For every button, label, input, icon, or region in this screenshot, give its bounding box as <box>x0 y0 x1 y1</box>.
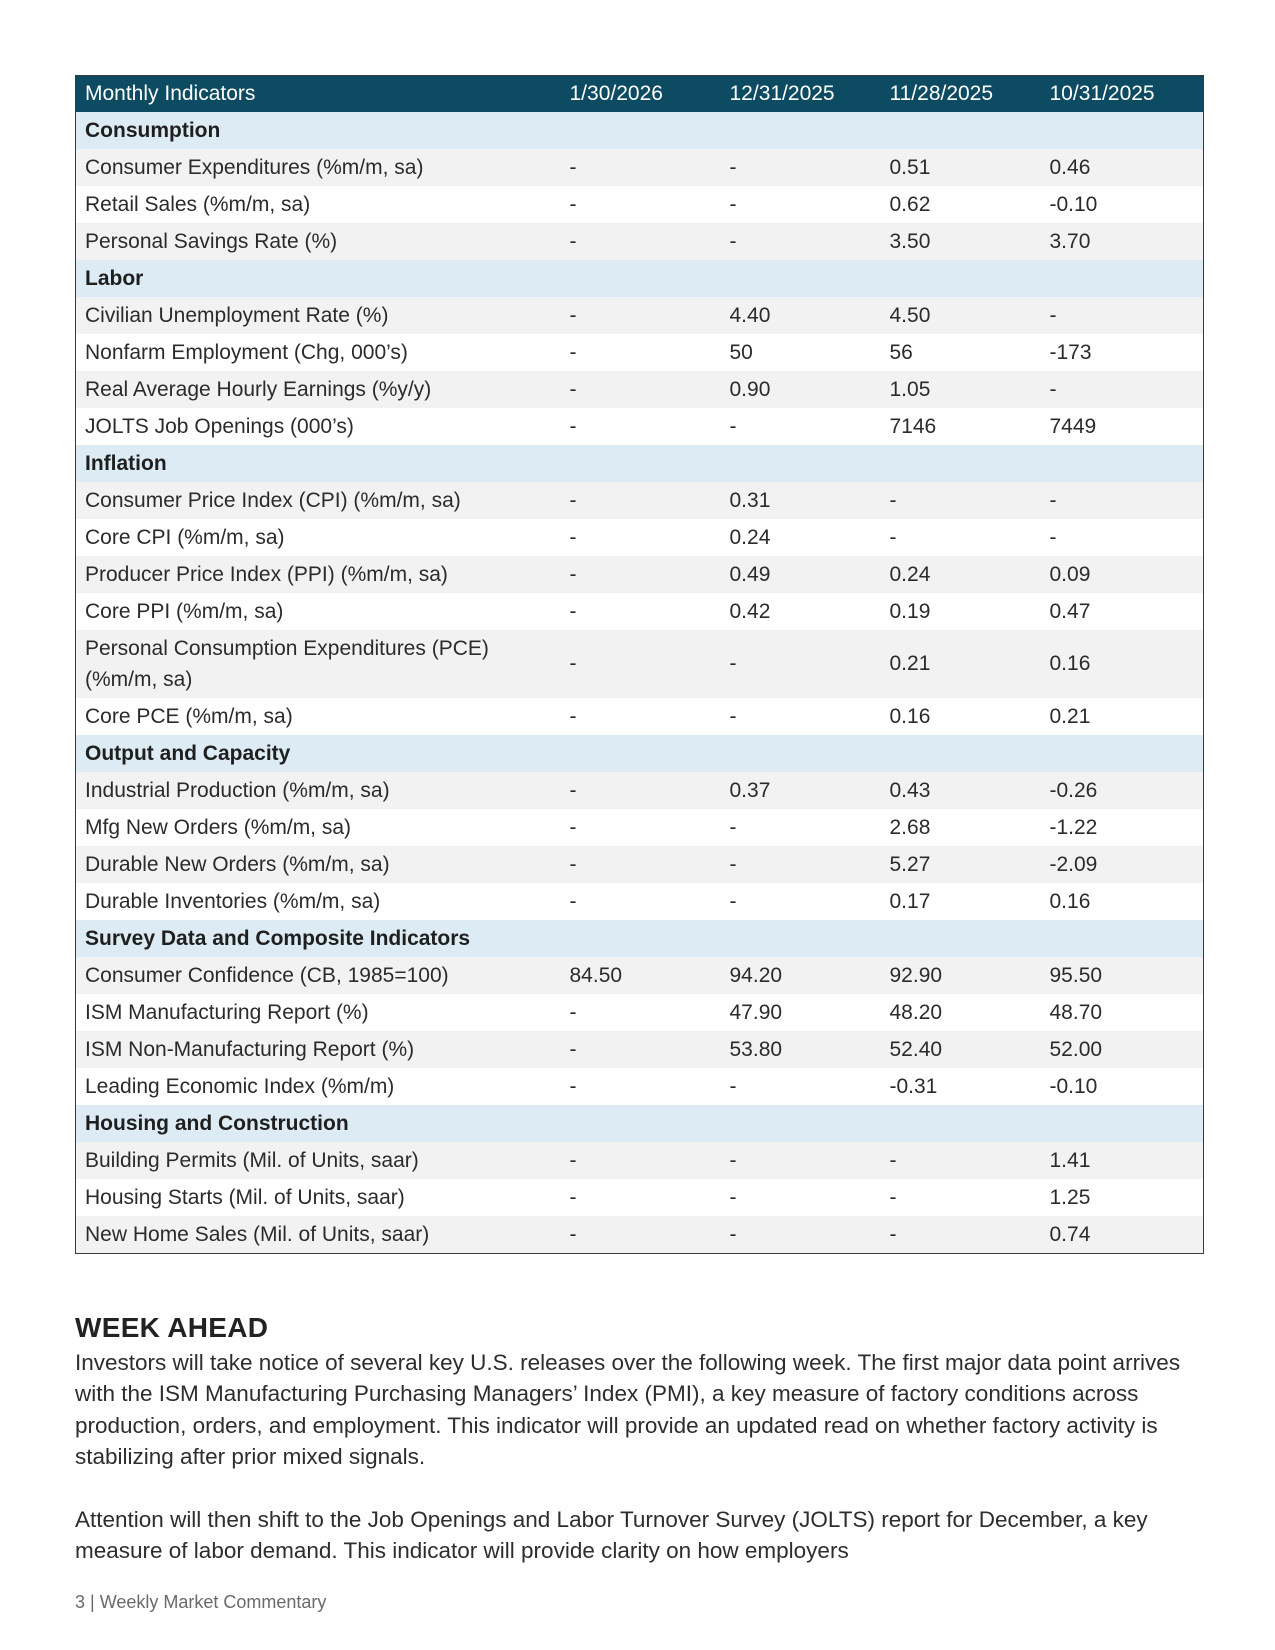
indicator-value: - <box>881 1179 1041 1216</box>
table-row <box>76 297 1204 334</box>
indicator-value: 0.16 <box>881 698 1041 735</box>
section-title: Output and Capacity <box>76 735 1204 772</box>
indicator-value: 0.37 <box>721 772 881 809</box>
indicator-value: - <box>881 482 1041 519</box>
indicator-value: 0.24 <box>721 519 881 556</box>
indicator-value: - <box>1041 297 1204 334</box>
indicator-value: - <box>881 1142 1041 1179</box>
section-header-row <box>76 735 1204 772</box>
section-title: Labor <box>76 260 1204 297</box>
indicator-value: 1.05 <box>881 371 1041 408</box>
indicator-value: 0.17 <box>881 883 1041 920</box>
indicator-value: 0.16 <box>1041 630 1204 698</box>
indicator-value: 7449 <box>1041 408 1204 445</box>
table-row <box>76 371 1204 408</box>
indicator-label: Core PCE (%m/m, sa) <box>76 698 561 735</box>
section-header-row <box>76 260 1204 297</box>
indicator-value: 1.41 <box>1041 1142 1204 1179</box>
section-title: Consumption <box>76 112 1204 149</box>
indicator-value: -0.10 <box>1041 1068 1204 1105</box>
indicator-value: - <box>721 1216 881 1254</box>
table-row <box>76 334 1204 371</box>
indicator-value: - <box>721 1179 881 1216</box>
indicator-value: - <box>561 772 721 809</box>
indicator-label: Retail Sales (%m/m, sa) <box>76 186 561 223</box>
indicator-value: - <box>561 408 721 445</box>
indicator-label: Leading Economic Index (%m/m) <box>76 1068 561 1105</box>
indicator-value: 47.90 <box>721 994 881 1031</box>
indicator-value: 4.40 <box>721 297 881 334</box>
indicator-label: Durable Inventories (%m/m, sa) <box>76 883 561 920</box>
indicator-value: - <box>561 186 721 223</box>
indicator-value: 94.20 <box>721 957 881 994</box>
indicator-value: 0.47 <box>1041 593 1204 630</box>
table-row <box>76 846 1204 883</box>
indicator-value: - <box>721 186 881 223</box>
indicator-value: 50 <box>721 334 881 371</box>
indicator-value: - <box>721 149 881 186</box>
indicator-value: - <box>1041 371 1204 408</box>
header-date: 10/31/2025 <box>1041 76 1204 113</box>
indicator-label: Core CPI (%m/m, sa) <box>76 519 561 556</box>
indicator-value: - <box>1041 519 1204 556</box>
indicator-value: 0.49 <box>721 556 881 593</box>
indicator-value: - <box>561 371 721 408</box>
indicator-value: - <box>721 630 881 698</box>
indicator-value: 0.74 <box>1041 1216 1204 1254</box>
indicator-value: - <box>721 1142 881 1179</box>
header-date: 11/28/2025 <box>881 76 1041 113</box>
indicator-value: 5.27 <box>881 846 1041 883</box>
indicator-value: 4.50 <box>881 297 1041 334</box>
indicator-value: - <box>561 482 721 519</box>
week-ahead-paragraph: Attention will then shift to the Job Openings and Labor Turnover Survey (JOLTS) report for December, a key measure of labor demand. This indicator will provide clarity on how employers <box>75 1507 1148 1564</box>
indicator-value: - <box>1041 482 1204 519</box>
indicator-label: Industrial Production (%m/m, sa) <box>76 772 561 809</box>
indicator-value: 0.90 <box>721 371 881 408</box>
indicator-label: Producer Price Index (PPI) (%m/m, sa) <box>76 556 561 593</box>
table-row <box>76 772 1204 809</box>
indicator-value: - <box>561 698 721 735</box>
table-header-row <box>76 76 1204 113</box>
indicator-value: 52.00 <box>1041 1031 1204 1068</box>
table-row <box>76 994 1204 1031</box>
table-row <box>76 223 1204 260</box>
indicator-value: 84.50 <box>561 957 721 994</box>
indicator-value: 0.43 <box>881 772 1041 809</box>
section-header-row <box>76 920 1204 957</box>
week-ahead-title: WEEK AHEAD <box>75 1312 269 1343</box>
table-row <box>76 149 1204 186</box>
table-row <box>76 186 1204 223</box>
table-row <box>76 593 1204 630</box>
indicator-value: - <box>561 334 721 371</box>
indicator-value: 0.21 <box>1041 698 1204 735</box>
table-row <box>76 408 1204 445</box>
indicator-label: JOLTS Job Openings (000’s) <box>76 408 561 445</box>
table-row <box>76 698 1204 735</box>
indicator-value: 48.70 <box>1041 994 1204 1031</box>
indicator-value: -1.22 <box>1041 809 1204 846</box>
indicator-value: 52.40 <box>881 1031 1041 1068</box>
indicator-value: - <box>721 809 881 846</box>
table-row <box>76 1031 1204 1068</box>
table-row <box>76 957 1204 994</box>
indicator-value: - <box>561 630 721 698</box>
indicator-value: -2.09 <box>1041 846 1204 883</box>
table-row <box>76 482 1204 519</box>
table-row <box>76 883 1204 920</box>
indicator-label: Durable New Orders (%m/m, sa) <box>76 846 561 883</box>
table-row <box>76 1068 1204 1105</box>
header-date: 1/30/2026 <box>561 76 721 113</box>
indicator-label: Real Average Hourly Earnings (%y/y) <box>76 371 561 408</box>
indicator-value: - <box>561 1142 721 1179</box>
indicator-value: 0.31 <box>721 482 881 519</box>
indicator-value: - <box>721 698 881 735</box>
indicator-label: Mfg New Orders (%m/m, sa) <box>76 809 561 846</box>
indicator-value: - <box>561 593 721 630</box>
indicator-label: Housing Starts (Mil. of Units, saar) <box>76 1179 561 1216</box>
week-ahead-paragraph: Investors will take notice of several key U.S. releases over the following week. The first major data point arrives with the ISM Manufacturing Purchasing Managers’ Index (PMI), a key measure of factory conditions across production, orders, and employment. This indicator will provide an updated read on whether factory activity is stabilizing after prior mixed signals. <box>75 1350 1181 1469</box>
indicator-value: - <box>721 1068 881 1105</box>
indicator-value: -0.31 <box>881 1068 1041 1105</box>
table-body <box>76 112 1204 1254</box>
indicator-value: - <box>561 1216 721 1254</box>
indicator-label: Civilian Unemployment Rate (%) <box>76 297 561 334</box>
indicator-value: 0.24 <box>881 556 1041 593</box>
section-header-row <box>76 445 1204 482</box>
indicator-value: -173 <box>1041 334 1204 371</box>
indicator-value: - <box>561 149 721 186</box>
indicator-label: Consumer Price Index (CPI) (%m/m, sa) <box>76 482 561 519</box>
indicator-label: New Home Sales (Mil. of Units, saar) <box>76 1216 561 1254</box>
indicator-value: 95.50 <box>1041 957 1204 994</box>
table-row <box>76 1216 1204 1254</box>
indicator-value: - <box>561 846 721 883</box>
table-row <box>76 1179 1204 1216</box>
section-header-row <box>76 1105 1204 1142</box>
indicator-label: Nonfarm Employment (Chg, 000’s) <box>76 334 561 371</box>
indicator-value: 1.25 <box>1041 1179 1204 1216</box>
monthly-indicators-table <box>75 75 1204 1254</box>
indicator-value: 3.70 <box>1041 223 1204 260</box>
indicator-value: - <box>881 519 1041 556</box>
indicator-value: -0.26 <box>1041 772 1204 809</box>
indicator-value: 7146 <box>881 408 1041 445</box>
table-row <box>76 630 1204 698</box>
section-title: Housing and Construction <box>76 1105 1204 1142</box>
indicator-value: - <box>561 556 721 593</box>
indicator-value: - <box>561 809 721 846</box>
table-row <box>76 556 1204 593</box>
page-footer: 3 | Weekly Market Commentary <box>75 1592 327 1612</box>
section-title: Survey Data and Composite Indicators <box>76 920 1204 957</box>
indicator-value: - <box>561 994 721 1031</box>
indicator-value: - <box>561 1179 721 1216</box>
indicator-value: 0.51 <box>881 149 1041 186</box>
indicator-value: 0.09 <box>1041 556 1204 593</box>
table-row <box>76 1142 1204 1179</box>
indicator-value: - <box>561 297 721 334</box>
indicator-value: - <box>561 519 721 556</box>
indicator-value: 0.62 <box>881 186 1041 223</box>
indicator-label: Consumer Confidence (CB, 1985=100) <box>76 957 561 994</box>
header-date: 12/31/2025 <box>721 76 881 113</box>
indicator-value: - <box>561 883 721 920</box>
indicator-label: Consumer Expenditures (%m/m, sa) <box>76 149 561 186</box>
indicator-label: ISM Non-Manufacturing Report (%) <box>76 1031 561 1068</box>
indicator-value: 0.16 <box>1041 883 1204 920</box>
indicator-value: - <box>561 1068 721 1105</box>
indicator-value: 53.80 <box>721 1031 881 1068</box>
indicator-value: 0.19 <box>881 593 1041 630</box>
indicator-label: Core PPI (%m/m, sa) <box>76 593 561 630</box>
indicator-value: - <box>721 408 881 445</box>
indicator-value: 92.90 <box>881 957 1041 994</box>
indicator-value: - <box>721 223 881 260</box>
table-row <box>76 519 1204 556</box>
indicator-label: Personal Savings Rate (%) <box>76 223 561 260</box>
indicator-value: -0.10 <box>1041 186 1204 223</box>
table-row <box>76 809 1204 846</box>
indicator-label: Building Permits (Mil. of Units, saar) <box>76 1142 561 1179</box>
indicator-value: - <box>561 1031 721 1068</box>
header-indicator: Monthly Indicators <box>76 76 561 113</box>
indicator-label: Personal Consumption Expenditures (PCE) (%m/m, sa) <box>76 630 561 698</box>
indicator-value: 48.20 <box>881 994 1041 1031</box>
indicator-value: - <box>561 223 721 260</box>
indicator-value: 0.46 <box>1041 149 1204 186</box>
indicator-label: ISM Manufacturing Report (%) <box>76 994 561 1031</box>
indicator-value: - <box>881 1216 1041 1254</box>
indicator-value: 56 <box>881 334 1041 371</box>
section-title: Inflation <box>76 445 1204 482</box>
indicator-value: 0.21 <box>881 630 1041 698</box>
indicator-value: 0.42 <box>721 593 881 630</box>
indicator-value: 2.68 <box>881 809 1041 846</box>
indicator-value: 3.50 <box>881 223 1041 260</box>
indicator-value: - <box>721 883 881 920</box>
section-header-row <box>76 112 1204 149</box>
indicator-value: - <box>721 846 881 883</box>
